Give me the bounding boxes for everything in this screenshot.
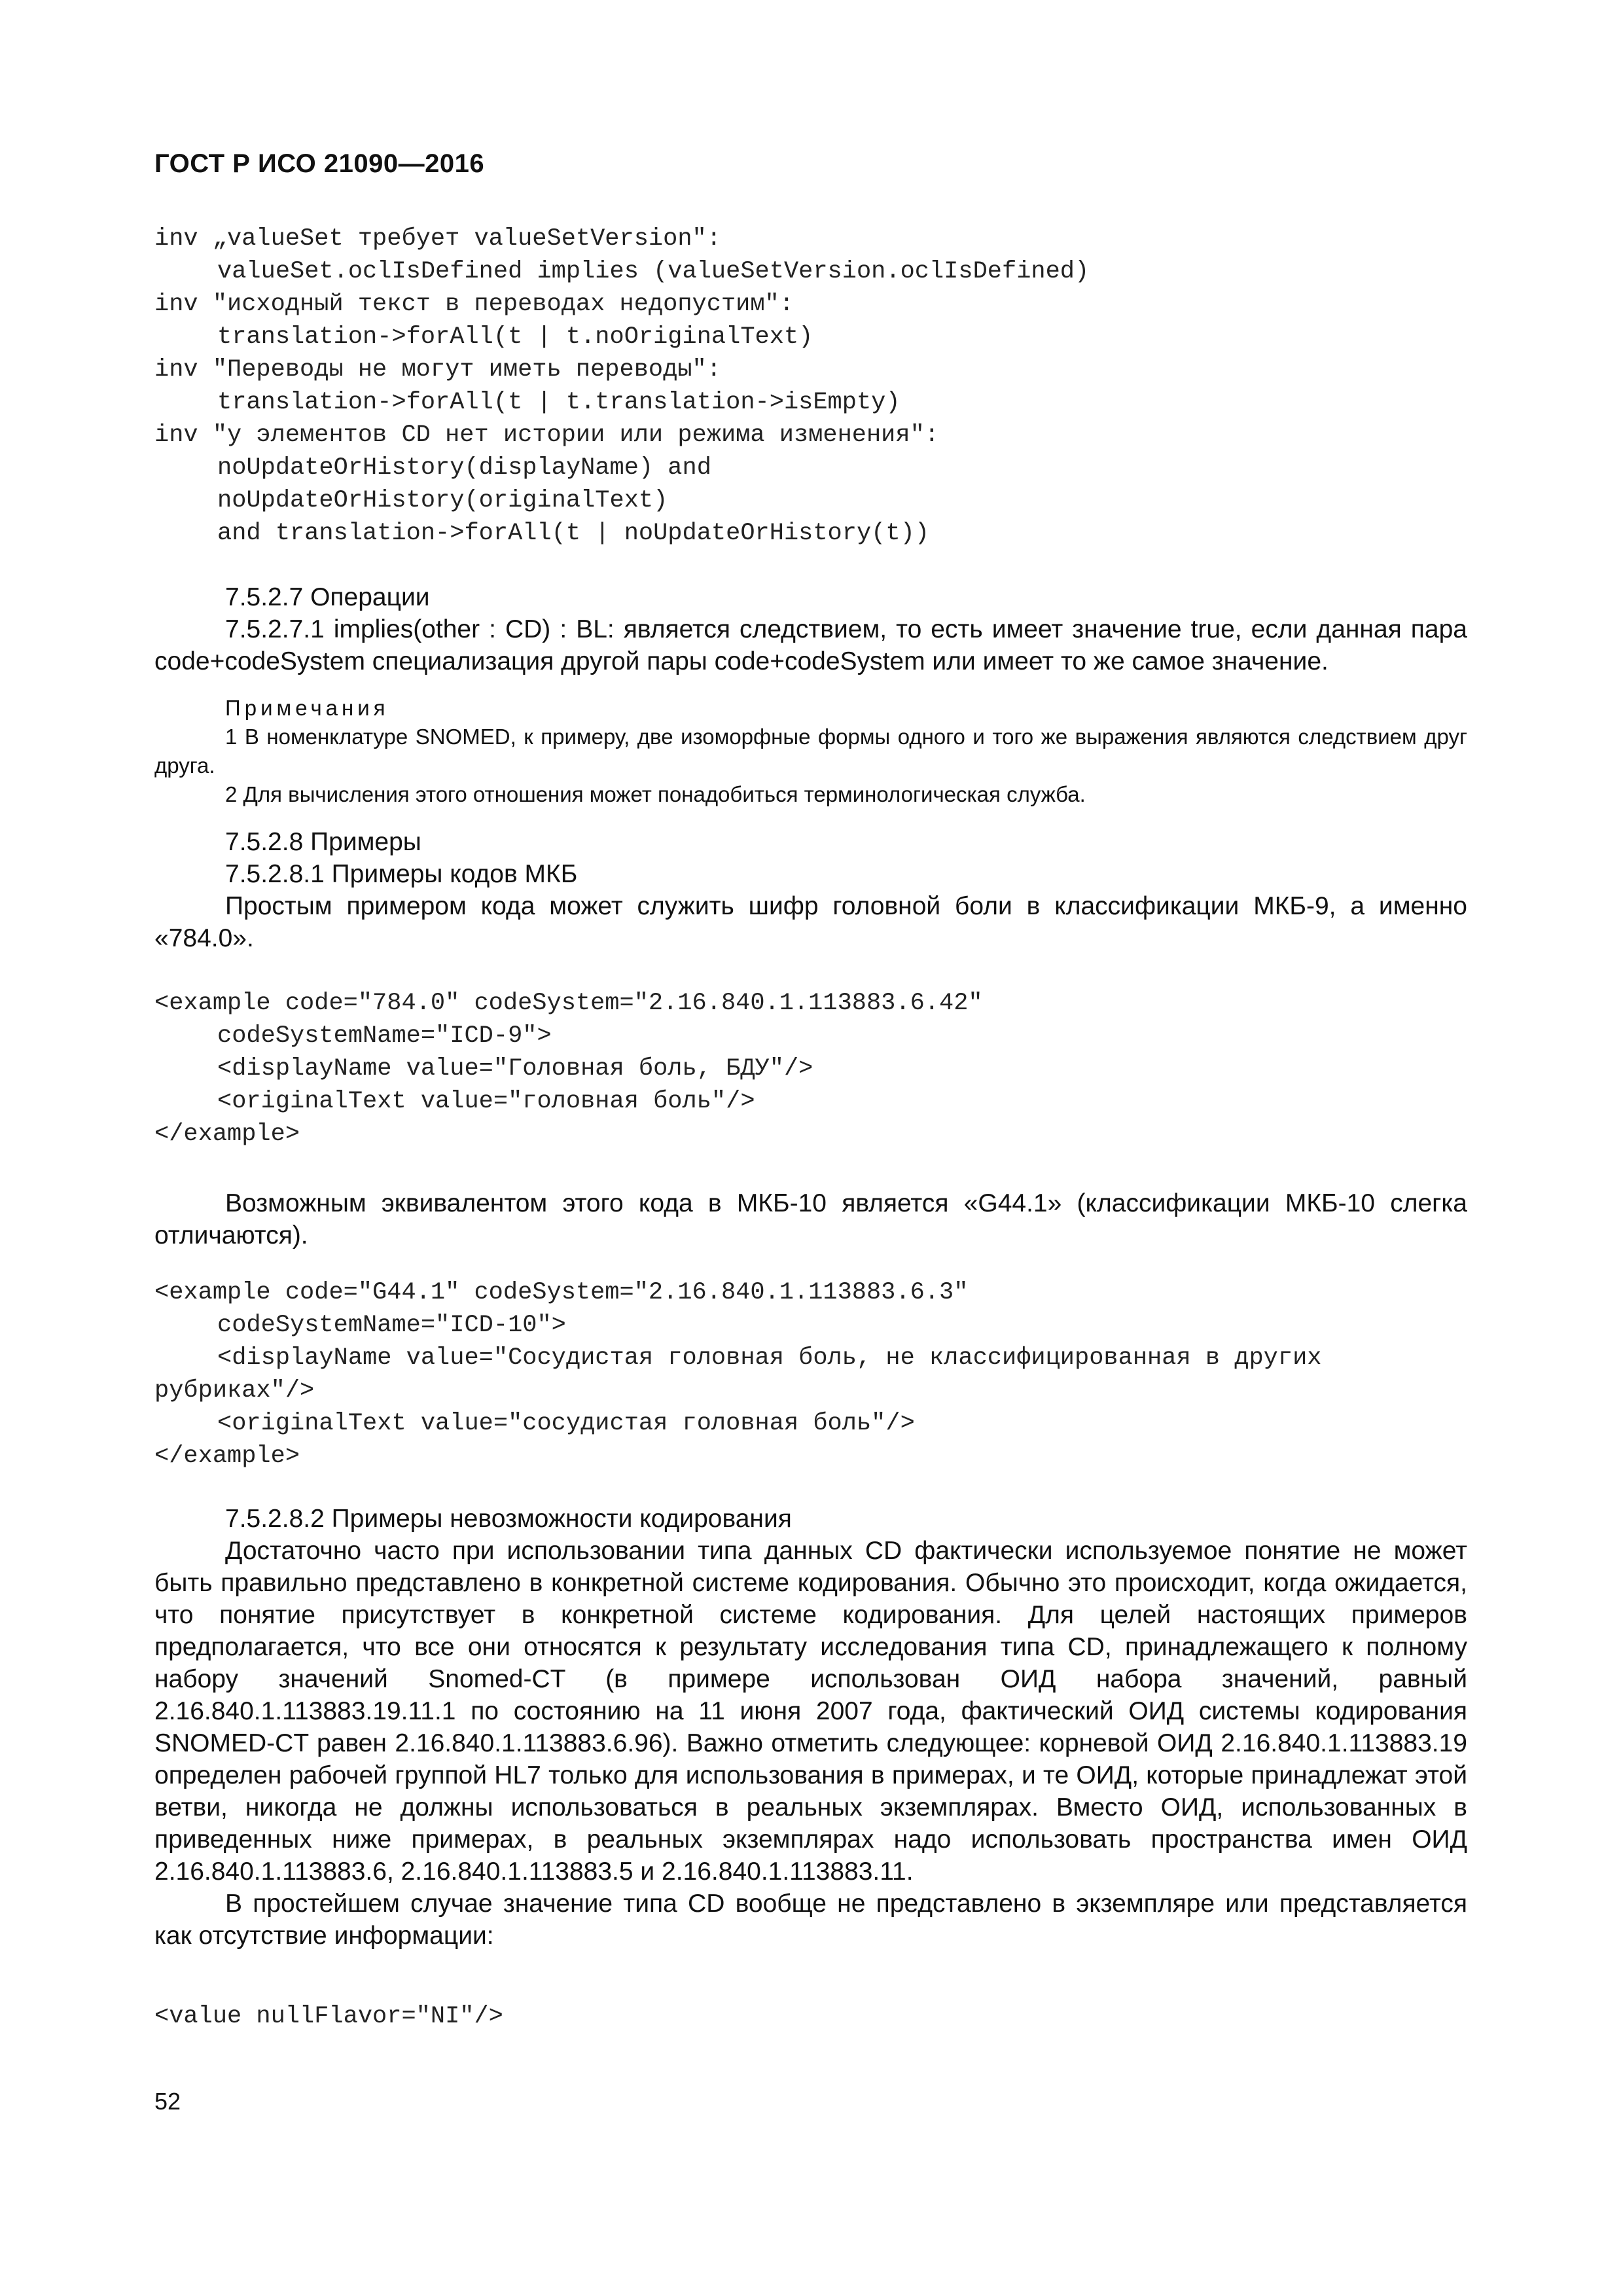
code-line: </example> bbox=[154, 1121, 300, 1148]
code-line: inv "Переводы не могут иметь переводы": bbox=[154, 356, 721, 384]
code-line: inv "у элементов CD нет истории или режима изменения": bbox=[154, 422, 939, 449]
code-lines bbox=[154, 987, 1467, 1151]
paragraph: 7.5.2.7.1 implies(other : CD) : BL: является следствием, то есть имеет значение true, если данная пара code+codeSystem специализация другой пары code+codeSystem или имеет то же самое значение. bbox=[154, 615, 1467, 675]
code-lines bbox=[154, 2000, 1467, 2033]
note-item: 1 В номенклатуре SNOMED, к примеру, две изоморфные формы одного и того же выражения являются следствием друг друга. bbox=[154, 725, 1467, 778]
examples-section bbox=[154, 826, 1467, 954]
icd10-example-code-block bbox=[154, 1276, 1467, 1473]
code-line: <displayName value="Головная боль, БДУ"/> bbox=[217, 1055, 813, 1083]
paragraph: В простейшем случае значение типа CD вообще не представлено в экземпляре или представляется как отсутствие информации: bbox=[154, 1890, 1467, 1950]
notes-label: Примечания bbox=[225, 696, 389, 720]
code-line: <example code="784.0" codeSystem="2.16.840.1.113883.6.42" bbox=[154, 990, 983, 1017]
code-line: <displayName value="Сосудистая головная боль, не классифицированная в других bbox=[217, 1344, 1322, 1372]
ocl-constraints-code-block bbox=[154, 223, 1467, 550]
document-page bbox=[154, 0, 1467, 2296]
code-line: translation->forAll(t | t.translation->isEmpty) bbox=[217, 389, 901, 416]
code-line: translation->forAll(t | t.noOriginalText) bbox=[217, 323, 813, 351]
icd10-paragraph-block bbox=[154, 1187, 1467, 1251]
code-line: noUpdateOrHistory(displayName) and bbox=[217, 454, 711, 482]
document-header-title: ГОСТ Р ИСО 21090—2016 bbox=[154, 149, 485, 178]
paragraph: Простым примером кода может служить шифр головной боли в классификации МКБ-9, а именно «784.0». bbox=[154, 892, 1467, 952]
code-line: codeSystemName="ICD-9"> bbox=[217, 1022, 552, 1050]
code-line: valueSet.oclIsDefined implies (valueSetVersion.oclIsDefined) bbox=[217, 258, 1090, 285]
code-line: inv "исходный текст в переводах недопустим": bbox=[154, 291, 794, 318]
code-line: inv „valueSet требует valueSetVersion": bbox=[154, 225, 721, 253]
code-line: <originalText value="сосудистая головная боль"/> bbox=[217, 1410, 915, 1437]
code-line: codeSystemName="ICD-10"> bbox=[217, 1312, 566, 1339]
operations-section bbox=[154, 581, 1467, 677]
code-line: <example code="G44.1" codeSystem="2.16.840.1.113883.6.3" bbox=[154, 1279, 969, 1306]
section-heading: 7.5.2.7 Операции bbox=[225, 583, 430, 611]
code-line: </example> bbox=[154, 1443, 300, 1470]
note-item: 2 Для вычисления этого отношения может понадобиться терминологическая служба. bbox=[225, 782, 1086, 806]
code-line: <originalText value="головная боль"/> bbox=[217, 1088, 755, 1115]
subsection-heading: 7.5.2.8.1 Примеры кодов МКБ bbox=[225, 860, 578, 888]
icd9-example-code-block bbox=[154, 987, 1467, 1151]
uncodable-section bbox=[154, 1503, 1467, 1952]
nullflavor-code-block bbox=[154, 2000, 1467, 2033]
code-line: <value nullFlavor="NI"/> bbox=[154, 2003, 503, 2030]
paragraph: Возможным эквивалентом этого кода в МКБ-10 является «G44.1» (классификации МКБ-10 слегка отличаются). bbox=[154, 1189, 1467, 1249]
code-lines bbox=[154, 1276, 1467, 1473]
section-heading: 7.5.2.8 Примеры bbox=[225, 828, 421, 856]
code-line: noUpdateOrHistory(originalText) bbox=[217, 487, 668, 514]
page-number: 52 bbox=[154, 2088, 181, 2115]
notes-block bbox=[154, 694, 1467, 809]
subsection-heading: 7.5.2.8.2 Примеры невозможности кодирования bbox=[225, 1505, 792, 1533]
code-lines bbox=[154, 223, 1467, 550]
code-line: and translation->forAll(t | noUpdateOrHistory(t)) bbox=[217, 520, 929, 547]
code-line: рубриках"/> bbox=[154, 1377, 315, 1405]
paragraph: Достаточно часто при использовании типа данных CD фактически используемое понятие не может быть правильно представлено в конкретной системе кодирования. Обычно это происходит, когда ожидается, что понятие присутствует в конкретной системе кодирования. Для целей настоящих примеров предполагается, что все они относятся к результату исследования типа CD, принадлежащего к полному набору значений Snomed-CT (в примере использован ОИД набора значений, равный 2.16.840.1.113883.19.11.1 по состоянию на 11 июня 2007 года, фактический ОИД системы кодирования SNOMED-CT равен 2.16.840.1.113883.6.96). Важно отметить следующее: корневой ОИД 2.16.840.1.113883.19 определен рабочей группой HL7 только для использования в примерах, и те ОИД, которые принадлежат этой ветви, никогда не должны использоваться в реальных экземплярах. Вместо ОИД, использованных в приведенных ниже примерах, в реальных экземплярах надо использовать пространства имен ОИД 2.16.840.1.113883.6, 2.16.840.1.113883.5 и 2.16.840.1.113883.11. bbox=[154, 1537, 1467, 1886]
